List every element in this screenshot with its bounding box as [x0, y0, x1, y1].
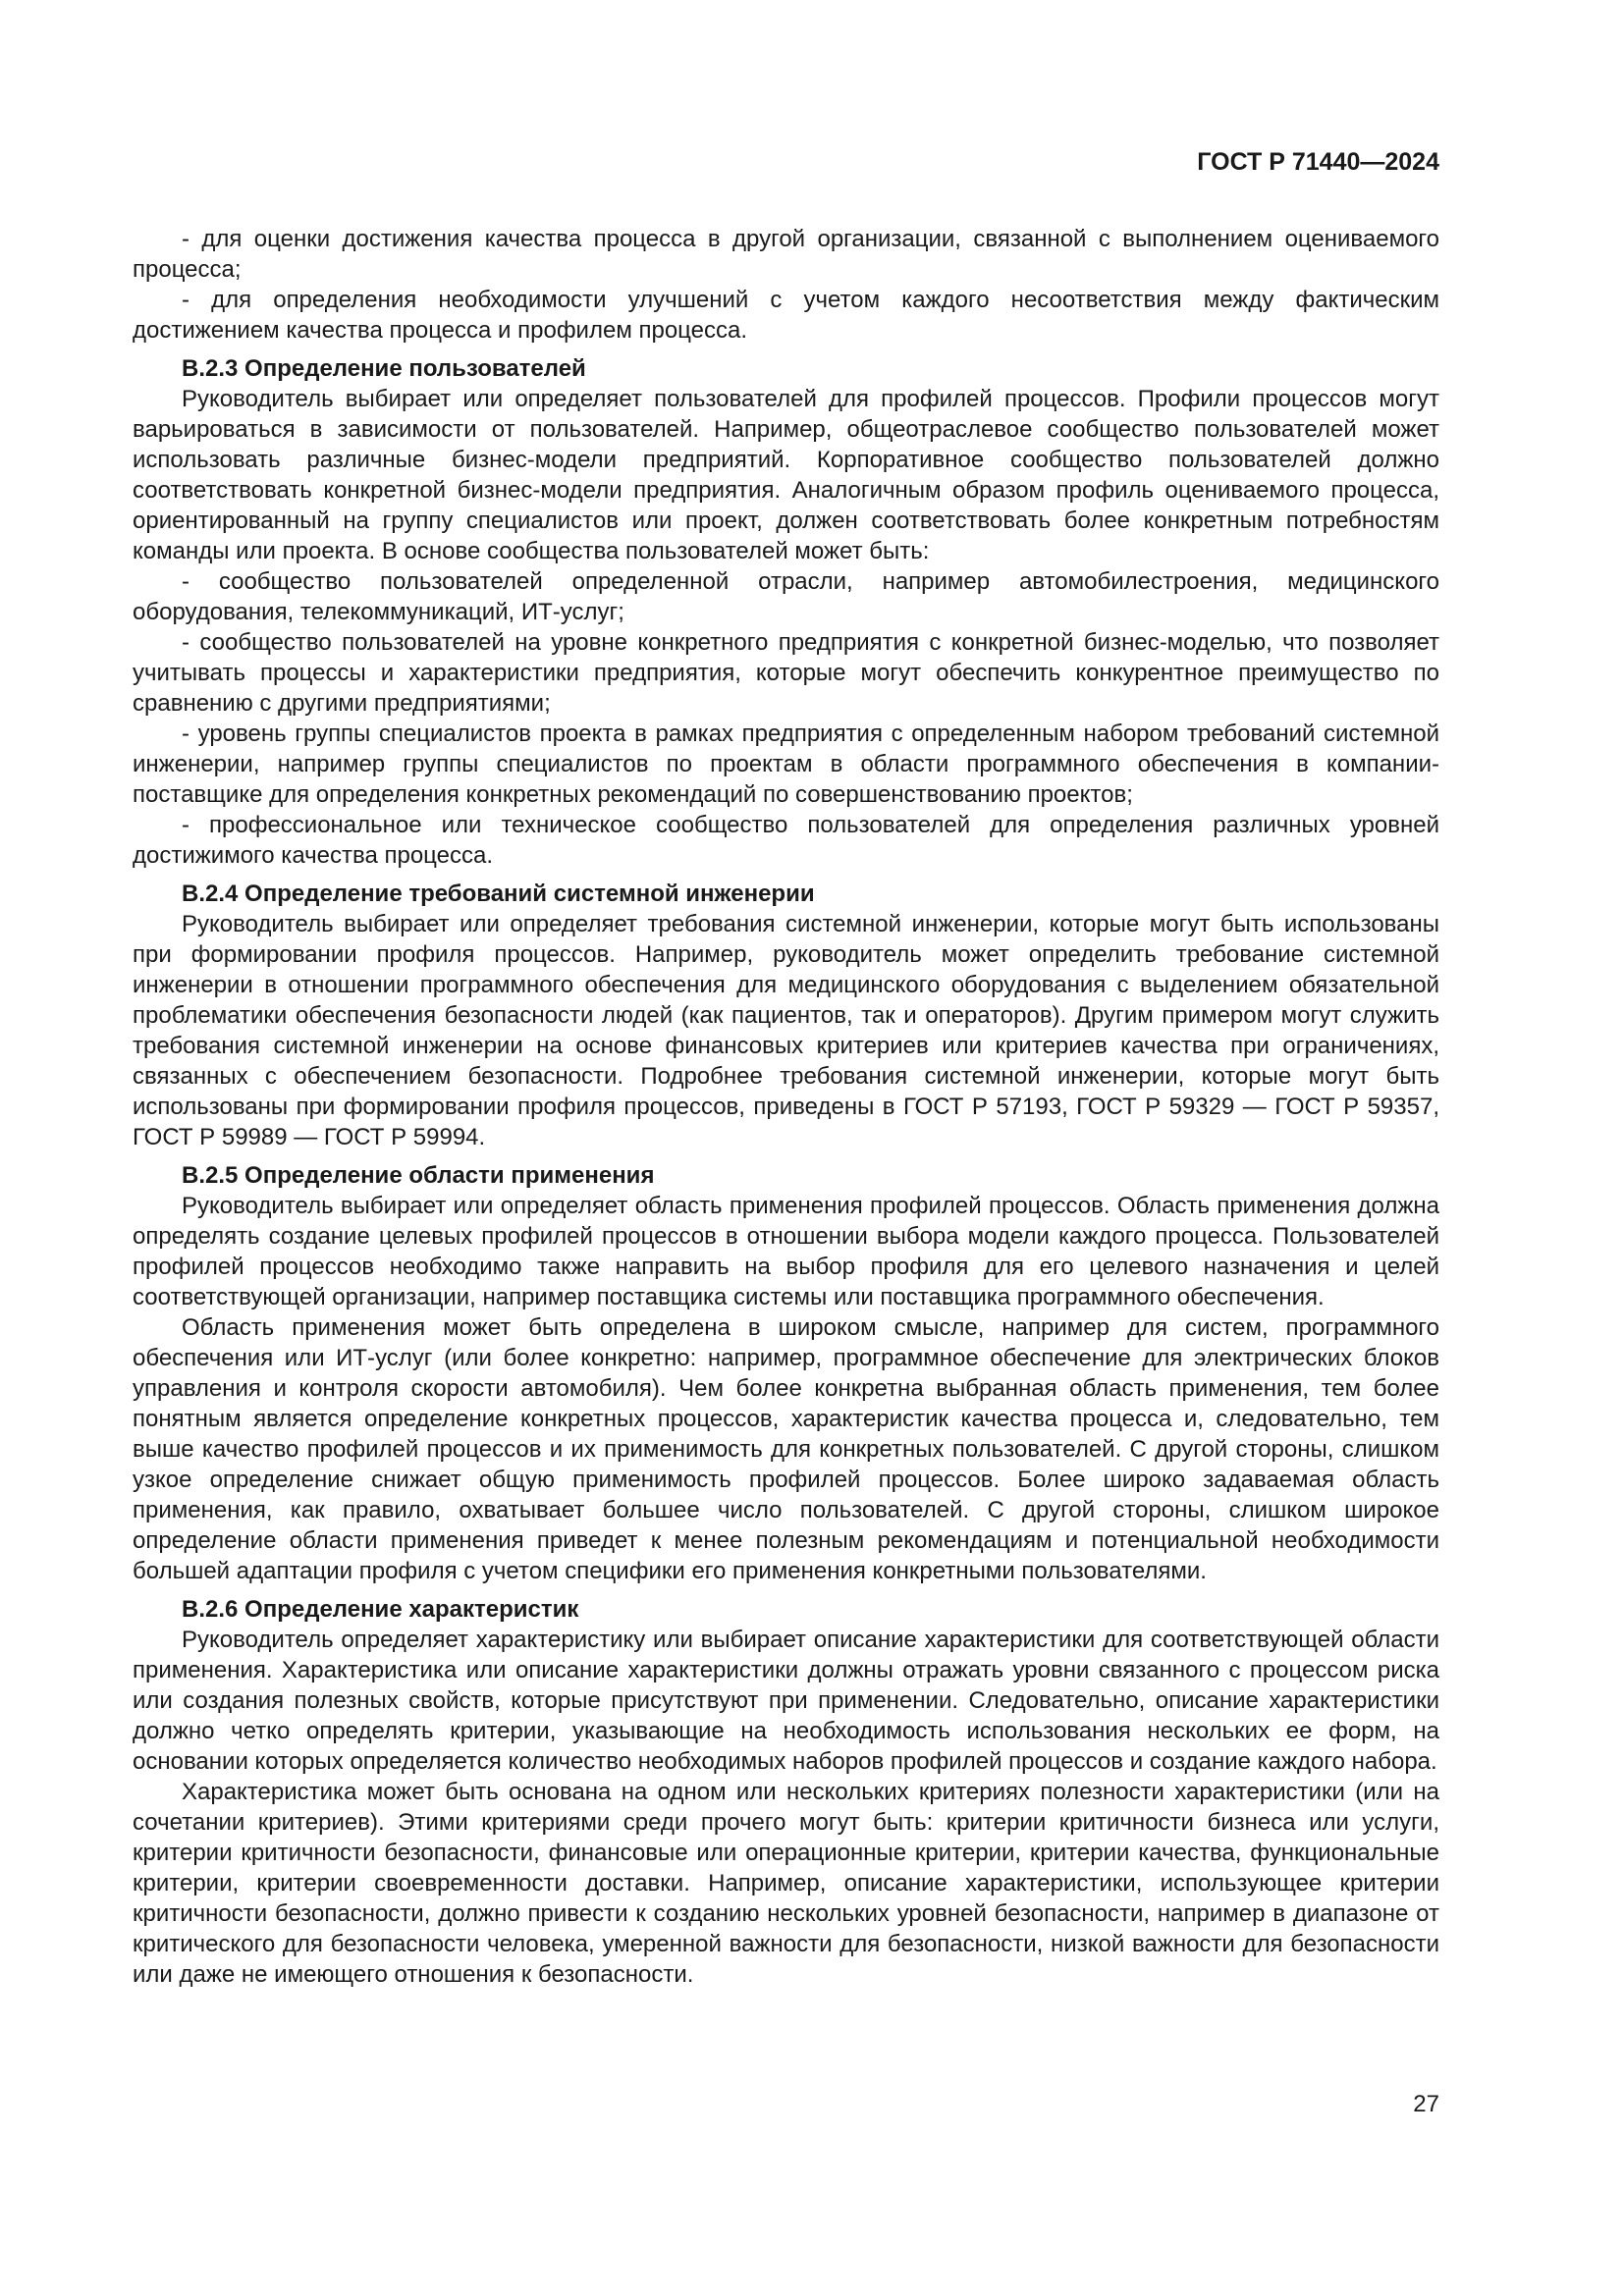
paragraph: Руководитель выбирает или определяет пользователей для профилей процессов. Профили процессов могут варьироваться в зависимости от пользователей. Например, общеотраслевое сообщество пользователей может использовать различные бизнес-модели предприятий. Корпоративное сообщество пользователей должно соответствовать конкретной бизнес-модели предприятия. Аналогичным образом профиль оцениваемого процесса, ориентированный на группу специалистов или проект, должен соответствовать более конкретным потребностям команды или проекта. В основе сообщества пользователей может быть: — [133, 386, 1439, 564]
paragraph: Характеристика может быть основана на одном или нескольких критериях полезности характеристики (или на сочетании критериев). Этими критериями среди прочего могут быть: критерии критичности бизнеса или услуги, критерии критичности безопасности, финансовые или операционные критерии, критерии качества, функциональные критерии, критерии своевременности доставки. Например, описание характеристики, использующее критерии критичности безопасности, должно привести к созданию нескольких уровней безопасности, например в диапазоне от критического для безопасности человека, умеренной важности для безопасности, низкой важности для безопасности или даже не имеющего отношения к безопасности. — [133, 1779, 1439, 1988]
paragraph: Руководитель определяет характеристику или выбирает описание характеристики для соответствующей области применения. Характеристика или описание характеристики должны отражать уровни связанного с процессом риска или создания полезных свойств, которые присутствуют при применении. Следовательно, описание характеристики должно четко определять критерии, указывающие на необходимость использования нескольких ее форм, на основании которых определяется количество необходимых наборов профилей процессов и создание каждого набора. — [133, 1627, 1439, 1775]
paragraph: - профессиональное или техническое сообщество пользователей для определения различных уровней достижимого качества процесса. — [133, 812, 1439, 869]
paragraph: Область применения может быть определена в широком смысле, например для систем, программного обеспечения или ИТ-услуг (или более конкретно: например, программное обеспечение для электрических блоков управления и контроля скорости автомобиля). Чем более конкретна выбранная область применения, тем более понятным является определение конкретных процессов, характеристик качества процесса и, следовательно, тем выше качество профилей процессов и их применимость для конкретных пользователей. С другой стороны, слишком узкое определение снижает общую применимость профилей процессов. Более широко задаваемая область применения, как правило, охватывает большее число пользователей. С другой стороны, слишком широкое определение области применения приведет к менее полезным рекомендациям и потенциальной необходимости большей адаптации профиля с учетом специфики его применения конкретными пользователями. — [133, 1314, 1439, 1584]
section-heading: В.2.5 Определение области применения — [182, 1162, 655, 1189]
section-heading: В.2.4 Определение требований системной инженерии — [182, 881, 815, 907]
page-number: 27 — [1413, 2091, 1439, 2117]
paragraph: - для оценки достижения качества процесса в другой организации, связанной с выполнением оцениваемого процесса; — [133, 226, 1439, 283]
section-heading: В.2.3 Определение пользователей — [182, 355, 586, 382]
paragraph: - уровень группы специалистов проекта в рамках предприятия с определенным набором требований системной инженерии, например группы специалистов по проектам в области программного обеспечения в компании-поставщике для определения конкретных рекомендаций по совершенствованию проектов; — [133, 721, 1439, 808]
section-heading: В.2.6 Определение характеристик — [182, 1596, 579, 1623]
document-header: ГОСТ Р 71440—2024 — [1197, 148, 1439, 176]
paragraph: Руководитель выбирает или определяет требования системной инженерии, которые могут быть использованы при формировании профиля процессов. Например, руководитель может определить требование системной инженерии в отношении программного обеспечения для медицинского оборудования с выделением обязательной проблематики обеспечения безопасности людей (как пациентов, так и операторов). Другим примером могут служить требования системной инженерии на основе финансовых критериев или критериев качества при ограничениях, связанных с обеспечением безопасности. Подробнее требования системной инженерии, которые могут быть использованы при формировании профиля процессов, приведены в ГОСТ Р 57193, ГОСТ Р 59329 — ГОСТ Р 59357, ГОСТ Р 59989 — ГОСТ Р 59994. — [133, 911, 1439, 1150]
paragraph: - сообщество пользователей на уровне конкретного предприятия с конкретной бизнес-моделью, что позволяет учитывать процессы и характеристики предприятия, которые могут обеспечить конкурентное преимущество по сравнению с другими предприятиями; — [133, 629, 1439, 717]
paragraph: - для определения необходимости улучшений с учетом каждого несоответствия между фактическим достижением качества процесса и профилем процесса. — [133, 287, 1439, 344]
document-body — [133, 224, 1439, 1990]
paragraph: Руководитель выбирает или определяет область применения профилей процессов. Область применения должна определять создание целевых профилей процессов в отношении выбора модели каждого процесса. Пользователей профилей процессов необходимо также направить на выбор профиля для его целевого назначения и целей соответствующей организации, например поставщика системы или поставщика программного обеспечения. — [133, 1193, 1439, 1310]
paragraph: - сообщество пользователей определенной отрасли, например автомобилестроения, медицинского оборудования, телекоммуникаций, ИТ-услуг; — [133, 568, 1439, 625]
